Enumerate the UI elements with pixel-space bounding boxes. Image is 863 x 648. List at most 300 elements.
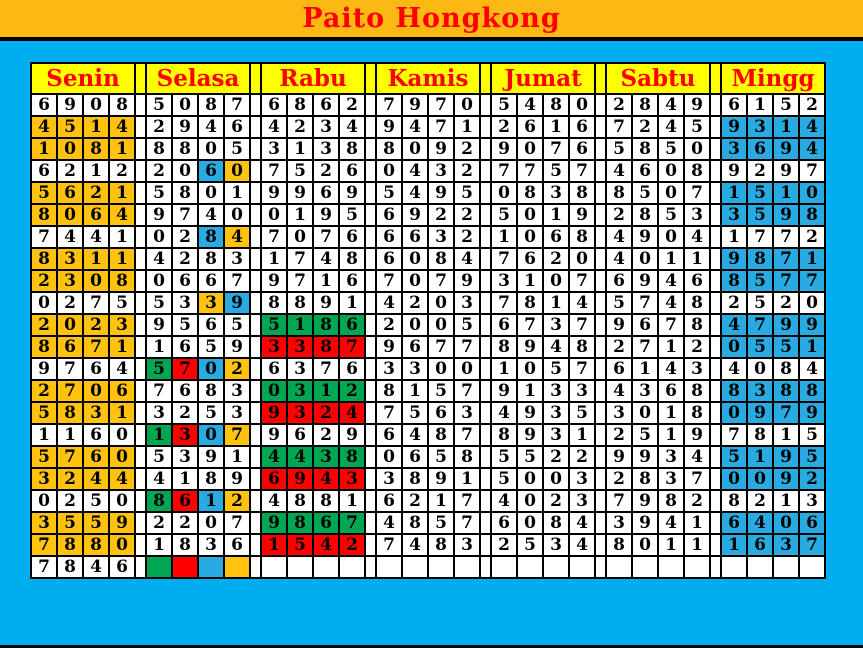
column-spacer xyxy=(365,270,376,292)
column-spacer xyxy=(710,490,721,512)
digit-cell: 8 xyxy=(658,490,684,512)
digit-cell: 7 xyxy=(606,490,632,512)
digit-cell: 8 xyxy=(428,424,454,446)
digit-cell: 7 xyxy=(491,248,517,270)
digit-cell: 3 xyxy=(83,402,109,424)
digit-cell: 4 xyxy=(658,358,684,380)
column-spacer xyxy=(135,292,146,314)
column-spacer xyxy=(365,358,376,380)
digit-cell: 8 xyxy=(606,182,632,204)
digit-cell: 0 xyxy=(376,160,402,182)
digit-cell: 7 xyxy=(517,160,543,182)
digit-cell: 7 xyxy=(543,138,569,160)
digit-cell: 1 xyxy=(773,182,799,204)
digit-cell: 6 xyxy=(428,402,454,424)
digit-cell: 6 xyxy=(632,160,658,182)
digit-cell: 0 xyxy=(83,94,109,116)
digit-cell: 8 xyxy=(109,94,135,116)
digit-cell: 7 xyxy=(339,512,365,534)
column-spacer xyxy=(250,226,261,248)
digit-cell: 3 xyxy=(684,204,710,226)
table-row xyxy=(31,534,825,556)
digit-cell: 7 xyxy=(773,270,799,292)
digit-cell: 6 xyxy=(339,358,365,380)
column-spacer xyxy=(595,182,606,204)
digit-cell xyxy=(402,556,428,578)
column-spacer xyxy=(135,556,146,578)
digit-cell: 9 xyxy=(313,204,339,226)
table-row xyxy=(31,402,825,424)
digit-cell: 7 xyxy=(606,116,632,138)
column-spacer xyxy=(595,402,606,424)
digit-cell: 1 xyxy=(799,336,825,358)
column-spacer xyxy=(135,446,146,468)
digit-cell: 4 xyxy=(339,402,365,424)
digit-cell: 4 xyxy=(224,226,250,248)
digit-cell: 5 xyxy=(83,512,109,534)
column-spacer xyxy=(595,292,606,314)
digit-cell: 2 xyxy=(606,94,632,116)
digit-cell: 0 xyxy=(198,424,224,446)
column-spacer xyxy=(135,534,146,556)
column-spacer xyxy=(595,314,606,336)
digit-cell: 1 xyxy=(57,424,83,446)
column-spacer xyxy=(480,468,491,490)
digit-cell: 1 xyxy=(658,336,684,358)
digit-cell: 5 xyxy=(799,424,825,446)
paito-table xyxy=(30,62,826,579)
digit-cell: 2 xyxy=(721,292,747,314)
digit-cell: 9 xyxy=(402,204,428,226)
digit-cell: 0 xyxy=(569,248,595,270)
digit-cell xyxy=(632,556,658,578)
digit-cell: 0 xyxy=(517,204,543,226)
digit-cell: 1 xyxy=(261,534,287,556)
digit-cell: 3 xyxy=(773,534,799,556)
digit-cell: 8 xyxy=(109,270,135,292)
digit-cell: 1 xyxy=(721,534,747,556)
digit-cell: 6 xyxy=(261,358,287,380)
digit-cell: 5 xyxy=(799,446,825,468)
digit-cell: 6 xyxy=(402,226,428,248)
digit-cell: 3 xyxy=(261,138,287,160)
header-spacer xyxy=(250,63,261,94)
digit-cell: 0 xyxy=(287,226,313,248)
digit-cell: 8 xyxy=(684,402,710,424)
table-row xyxy=(31,94,825,116)
digit-cell: 8 xyxy=(428,248,454,270)
digit-cell: 6 xyxy=(376,226,402,248)
column-spacer xyxy=(710,468,721,490)
content-area xyxy=(0,41,863,645)
digit-cell: 8 xyxy=(83,138,109,160)
digit-cell: 9 xyxy=(198,446,224,468)
digit-cell: 7 xyxy=(799,534,825,556)
digit-cell: 5 xyxy=(606,138,632,160)
day-header-mingg: Mingg xyxy=(721,63,825,94)
column-spacer xyxy=(135,358,146,380)
digit-cell: 6 xyxy=(109,380,135,402)
digit-cell: 3 xyxy=(684,358,710,380)
digit-cell: 1 xyxy=(773,424,799,446)
digit-cell: 9 xyxy=(773,446,799,468)
digit-cell: 2 xyxy=(632,116,658,138)
column-spacer xyxy=(365,226,376,248)
digit-cell: 6 xyxy=(313,94,339,116)
digit-cell: 8 xyxy=(83,534,109,556)
digit-cell: 0 xyxy=(261,380,287,402)
digit-cell: 8 xyxy=(376,380,402,402)
digit-cell: 9 xyxy=(261,270,287,292)
digit-cell: 8 xyxy=(339,138,365,160)
day-header-rabu: Rabu xyxy=(261,63,365,94)
digit-cell: 0 xyxy=(198,138,224,160)
digit-cell: 1 xyxy=(287,314,313,336)
digit-cell: 6 xyxy=(339,226,365,248)
digit-cell: 9 xyxy=(224,468,250,490)
digit-cell: 4 xyxy=(454,248,480,270)
digit-cell: 8 xyxy=(57,534,83,556)
digit-cell: 6 xyxy=(172,380,198,402)
digit-cell xyxy=(684,556,710,578)
digit-cell: 7 xyxy=(376,94,402,116)
digit-cell: 6 xyxy=(658,380,684,402)
day-header-senin: Senin xyxy=(31,63,135,94)
digit-cell: 0 xyxy=(721,402,747,424)
digit-cell: 9 xyxy=(109,512,135,534)
digit-cell: 4 xyxy=(313,248,339,270)
digit-cell: 8 xyxy=(632,468,658,490)
digit-cell: 6 xyxy=(517,116,543,138)
digit-cell: 9 xyxy=(773,204,799,226)
digit-cell: 9 xyxy=(402,94,428,116)
digit-cell: 0 xyxy=(517,226,543,248)
digit-cell: 1 xyxy=(402,380,428,402)
digit-cell: 0 xyxy=(428,314,454,336)
digit-cell: 4 xyxy=(517,94,543,116)
digit-cell: 6 xyxy=(402,446,428,468)
digit-cell: 6 xyxy=(376,424,402,446)
digit-cell: 5 xyxy=(747,270,773,292)
digit-cell: 3 xyxy=(543,424,569,446)
column-spacer xyxy=(365,204,376,226)
digit-cell: 5 xyxy=(146,358,172,380)
digit-cell: 0 xyxy=(747,468,773,490)
digit-cell: 1 xyxy=(224,446,250,468)
digit-cell: 2 xyxy=(109,160,135,182)
digit-cell: 1 xyxy=(543,116,569,138)
digit-cell: 7 xyxy=(224,270,250,292)
digit-cell: 9 xyxy=(721,116,747,138)
digit-cell: 5 xyxy=(146,182,172,204)
table-row xyxy=(31,116,825,138)
digit-cell: 9 xyxy=(313,292,339,314)
digit-cell: 1 xyxy=(773,490,799,512)
digit-cell: 3 xyxy=(224,380,250,402)
digit-cell: 7 xyxy=(428,116,454,138)
digit-cell: 6 xyxy=(517,248,543,270)
digit-cell: 8 xyxy=(632,138,658,160)
table-row xyxy=(31,138,825,160)
digit-cell: 7 xyxy=(632,292,658,314)
column-spacer xyxy=(595,512,606,534)
digit-cell: 7 xyxy=(454,380,480,402)
digit-cell: 0 xyxy=(83,270,109,292)
column-spacer xyxy=(710,358,721,380)
column-spacer xyxy=(480,160,491,182)
digit-cell: 5 xyxy=(491,446,517,468)
digit-cell: 9 xyxy=(747,402,773,424)
digit-cell: 6 xyxy=(224,116,250,138)
digit-cell: 0 xyxy=(454,94,480,116)
column-spacer xyxy=(710,248,721,270)
digit-cell: 3 xyxy=(454,534,480,556)
digit-cell: 0 xyxy=(658,160,684,182)
digit-cell: 1 xyxy=(799,248,825,270)
digit-cell: 1 xyxy=(517,270,543,292)
digit-cell: 1 xyxy=(684,248,710,270)
column-spacer xyxy=(365,446,376,468)
digit-cell: 0 xyxy=(517,490,543,512)
digit-cell: 6 xyxy=(402,336,428,358)
digit-cell: 5 xyxy=(747,204,773,226)
column-spacer xyxy=(595,226,606,248)
digit-cell: 8 xyxy=(569,226,595,248)
digit-cell: 2 xyxy=(454,160,480,182)
digit-cell: 3 xyxy=(799,490,825,512)
column-spacer xyxy=(135,116,146,138)
digit-cell: 0 xyxy=(658,226,684,248)
digit-cell: 7 xyxy=(491,292,517,314)
digit-cell: 8 xyxy=(543,94,569,116)
digit-cell: 3 xyxy=(198,534,224,556)
digit-cell: 5 xyxy=(428,380,454,402)
digit-cell: 1 xyxy=(146,336,172,358)
table-row xyxy=(31,336,825,358)
table-row xyxy=(31,424,825,446)
digit-cell: 7 xyxy=(172,358,198,380)
digit-cell xyxy=(428,556,454,578)
digit-cell: 0 xyxy=(31,490,57,512)
digit-cell: 0 xyxy=(261,204,287,226)
digit-cell: 8 xyxy=(146,490,172,512)
column-spacer xyxy=(480,204,491,226)
digit-cell: 7 xyxy=(491,160,517,182)
digit-cell: 6 xyxy=(224,534,250,556)
digit-cell: 5 xyxy=(31,402,57,424)
digit-cell: 5 xyxy=(773,336,799,358)
column-spacer xyxy=(135,160,146,182)
column-spacer xyxy=(365,94,376,116)
digit-cell: 4 xyxy=(799,358,825,380)
digit-cell: 9 xyxy=(376,116,402,138)
digit-cell: 5 xyxy=(606,292,632,314)
column-spacer xyxy=(480,138,491,160)
header-spacer xyxy=(595,63,606,94)
digit-cell: 8 xyxy=(31,248,57,270)
digit-cell: 2 xyxy=(606,424,632,446)
digit-cell: 3 xyxy=(658,468,684,490)
column-spacer xyxy=(250,402,261,424)
digit-cell: 7 xyxy=(287,270,313,292)
digit-cell: 1 xyxy=(83,248,109,270)
digit-cell: 7 xyxy=(57,358,83,380)
digit-cell: 4 xyxy=(543,336,569,358)
digit-cell: 9 xyxy=(376,336,402,358)
table-row xyxy=(31,380,825,402)
digit-cell: 8 xyxy=(339,446,365,468)
digit-cell: 7 xyxy=(172,204,198,226)
digit-cell: 3 xyxy=(543,534,569,556)
digit-cell: 9 xyxy=(773,468,799,490)
column-spacer xyxy=(595,424,606,446)
column-spacer xyxy=(595,336,606,358)
digit-cell: 9 xyxy=(172,116,198,138)
digit-cell: 3 xyxy=(543,314,569,336)
digit-cell: 2 xyxy=(339,534,365,556)
column-spacer xyxy=(480,270,491,292)
digit-cell: 0 xyxy=(198,182,224,204)
column-spacer xyxy=(480,380,491,402)
digit-cell: 8 xyxy=(313,336,339,358)
column-spacer xyxy=(365,556,376,578)
digit-cell: 4 xyxy=(799,116,825,138)
digit-cell: 4 xyxy=(109,358,135,380)
digit-cell: 3 xyxy=(569,490,595,512)
digit-cell: 1 xyxy=(721,182,747,204)
digit-cell: 3 xyxy=(543,182,569,204)
digit-cell: 8 xyxy=(198,94,224,116)
digit-cell: 0 xyxy=(198,512,224,534)
column-spacer xyxy=(710,138,721,160)
digit-cell: 8 xyxy=(172,182,198,204)
column-spacer xyxy=(595,138,606,160)
column-spacer xyxy=(710,380,721,402)
digit-cell: 2 xyxy=(224,358,250,380)
digit-cell: 5 xyxy=(658,204,684,226)
digit-cell: 1 xyxy=(109,402,135,424)
digit-cell: 5 xyxy=(83,490,109,512)
digit-cell: 5 xyxy=(287,534,313,556)
digit-cell: 8 xyxy=(543,512,569,534)
digit-cell: 7 xyxy=(31,556,57,578)
digit-cell: 3 xyxy=(287,358,313,380)
digit-cell: 6 xyxy=(799,512,825,534)
digit-cell: 9 xyxy=(684,94,710,116)
digit-cell: 7 xyxy=(569,160,595,182)
digit-cell: 5 xyxy=(224,138,250,160)
digit-cell: 8 xyxy=(287,292,313,314)
digit-cell: 9 xyxy=(339,182,365,204)
column-spacer xyxy=(250,94,261,116)
digit-cell xyxy=(198,556,224,578)
digit-cell: 3 xyxy=(606,512,632,534)
digit-cell: 3 xyxy=(402,358,428,380)
digit-cell: 6 xyxy=(376,204,402,226)
column-spacer xyxy=(135,424,146,446)
digit-cell xyxy=(517,556,543,578)
table-head-row xyxy=(31,63,825,94)
column-spacer xyxy=(365,182,376,204)
digit-cell: 2 xyxy=(172,226,198,248)
digit-cell: 5 xyxy=(428,446,454,468)
table-row xyxy=(31,468,825,490)
digit-cell: 4 xyxy=(146,248,172,270)
digit-cell: 6 xyxy=(684,270,710,292)
column-spacer xyxy=(710,534,721,556)
column-spacer xyxy=(250,358,261,380)
column-spacer xyxy=(710,512,721,534)
column-spacer xyxy=(710,94,721,116)
column-spacer xyxy=(135,468,146,490)
digit-cell: 8 xyxy=(402,512,428,534)
column-spacer xyxy=(595,446,606,468)
digit-cell: 8 xyxy=(146,138,172,160)
digit-cell xyxy=(606,556,632,578)
digit-cell: 8 xyxy=(31,204,57,226)
digit-cell: 2 xyxy=(57,160,83,182)
column-spacer xyxy=(595,116,606,138)
digit-cell: 8 xyxy=(684,292,710,314)
digit-cell: 5 xyxy=(747,292,773,314)
digit-cell: 3 xyxy=(569,380,595,402)
digit-cell: 1 xyxy=(146,424,172,446)
digit-cell: 2 xyxy=(454,138,480,160)
digit-cell: 1 xyxy=(313,380,339,402)
digit-cell: 8 xyxy=(172,138,198,160)
column-spacer xyxy=(365,512,376,534)
digit-cell: 3 xyxy=(313,138,339,160)
digit-cell: 6 xyxy=(491,314,517,336)
digit-cell: 9 xyxy=(773,138,799,160)
column-spacer xyxy=(480,512,491,534)
digit-cell: 8 xyxy=(517,292,543,314)
digit-cell: 4 xyxy=(376,512,402,534)
digit-cell: 6 xyxy=(287,424,313,446)
digit-cell xyxy=(224,556,250,578)
digit-cell: 3 xyxy=(721,204,747,226)
digit-cell: 8 xyxy=(747,248,773,270)
digit-cell: 6 xyxy=(569,138,595,160)
digit-cell: 9 xyxy=(569,204,595,226)
digit-cell: 7 xyxy=(224,512,250,534)
digit-cell: 7 xyxy=(428,336,454,358)
digit-cell xyxy=(146,556,172,578)
digit-cell: 7 xyxy=(454,336,480,358)
table-row xyxy=(31,358,825,380)
digit-cell: 5 xyxy=(31,446,57,468)
digit-cell: 8 xyxy=(491,336,517,358)
column-spacer xyxy=(710,292,721,314)
digit-cell: 0 xyxy=(632,534,658,556)
digit-cell: 4 xyxy=(606,160,632,182)
digit-cell: 4 xyxy=(402,160,428,182)
digit-cell: 7 xyxy=(287,248,313,270)
digit-cell: 1 xyxy=(83,116,109,138)
digit-cell: 4 xyxy=(402,424,428,446)
column-spacer xyxy=(710,402,721,424)
column-spacer xyxy=(250,314,261,336)
digit-cell: 5 xyxy=(57,512,83,534)
digit-cell: 9 xyxy=(799,402,825,424)
digit-cell: 5 xyxy=(146,446,172,468)
digit-cell: 8 xyxy=(313,314,339,336)
digit-cell: 3 xyxy=(224,402,250,424)
digit-cell: 1 xyxy=(224,182,250,204)
column-spacer xyxy=(480,248,491,270)
column-spacer xyxy=(710,204,721,226)
digit-cell: 7 xyxy=(339,336,365,358)
